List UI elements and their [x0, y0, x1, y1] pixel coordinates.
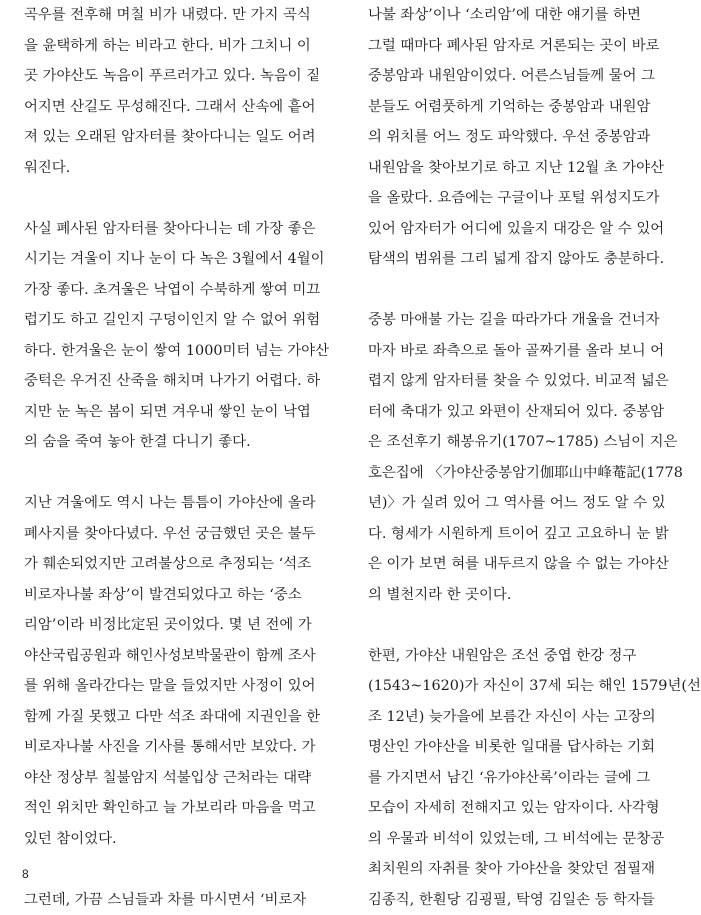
text-line: 은 조선후기 해봉유기(1707~1785) 스님이 지은: [368, 427, 664, 458]
text-line: 어지면 산길도 무성해진다. 그래서 산속에 흩어: [24, 92, 320, 123]
left-text-column: [24, 0, 320, 915]
paragraph-break: [24, 183, 320, 214]
text-line: (1543~1620)가 자신이 37세 되는 해인 1579년(선: [368, 671, 664, 702]
text-line: 명산인 가야산을 비롯한 일대를 답사하는 기회: [368, 732, 664, 763]
text-line: 져 있는 오래된 암자터를 찾아다니는 일도 어려: [24, 122, 320, 153]
text-line: 마자 바로 좌측으로 돌아 골짜기를 올라 보니 어: [368, 336, 664, 367]
text-line: 은 이가 보면 혀를 내두르지 않을 수 없는 가야산: [368, 549, 664, 580]
text-line: 모습이 자세히 전해지고 있는 암자이다. 사각형: [368, 793, 664, 824]
text-line: 리암’이라 비정比定된 곳이었다. 몇 년 전에 가: [24, 610, 320, 641]
paragraph-break: [368, 610, 664, 641]
text-line: 있던 참이었다.: [24, 824, 320, 855]
text-line: 의 위치를 어느 정도 파악했다. 우선 중봉암과: [368, 122, 664, 153]
text-line: 야산국립공원과 해인사성보박물관이 함께 조사: [24, 641, 320, 672]
text-line: 분들도 어렴풋하게 기억하는 중봉암과 내원암: [368, 92, 664, 123]
text-line: 김종직, 한훤당 김굉필, 탁영 김일손 등 학자들: [368, 885, 664, 915]
text-line: 럽기도 하고 길인지 구덩이인지 알 수 없어 위험: [24, 305, 320, 336]
text-line: 중봉암과 내원암이었다. 어른스님들께 물어 그: [368, 61, 664, 92]
paragraph-break: [368, 275, 664, 306]
text-line: 적인 위치만 확인하고 늘 가보리라 마음을 먹고: [24, 793, 320, 824]
text-line: 가 훼손되었지만 고려불상으로 추정되는 ‘석조: [24, 549, 320, 580]
text-line: 조 12년) 늦가을에 보름간 자신이 사는 고장의: [368, 702, 664, 733]
text-line: 비로자나불 사진을 기사를 통해서만 보았다. 가: [24, 732, 320, 763]
text-line: 을 올랐다. 요즘에는 구글이나 포털 위성지도가: [368, 183, 664, 214]
right-text-column: [368, 0, 664, 915]
text-line: 한편, 가야산 내원암은 조선 중엽 한강 정구: [368, 641, 664, 672]
page-number: 8: [22, 867, 29, 881]
text-line: 최치원의 자취를 찾아 가야산을 찾았던 점필재: [368, 854, 664, 885]
text-line: 가장 좋다. 초겨울은 낙엽이 수북하게 쌓여 미끄: [24, 275, 320, 306]
text-line: 내원암을 찾아보기로 하고 지난 12월 초 가야산: [368, 153, 664, 184]
text-line: 을 윤택하게 하는 비라고 한다. 비가 그치니 이: [24, 31, 320, 62]
text-line: 곡우를 전후해 며칠 비가 내렸다. 만 가지 곡식: [24, 0, 320, 31]
text-line: 폐사지를 찾아다녔다. 우선 궁금했던 곳은 불두: [24, 519, 320, 550]
text-line: 호은집에 〈가야산중봉암기伽耶山中峰菴記(1778: [368, 458, 664, 489]
text-line: 다. 형세가 시원하게 트이어 깊고 고요하니 눈 밝: [368, 519, 664, 550]
text-line: 의 별천지라 한 곳이다.: [368, 580, 664, 611]
text-line: 중턱은 우거진 산죽을 해치며 나가기 어렵다. 하: [24, 366, 320, 397]
text-line: 곳 가야산도 녹음이 푸르러가고 있다. 녹음이 짙: [24, 61, 320, 92]
text-line: 야산 정상부 칠불암지 석불입상 근처라는 대략: [24, 763, 320, 794]
text-line: 지만 눈 녹은 봄이 되면 겨우내 쌓인 눈이 낙엽: [24, 397, 320, 428]
text-line: 년)〉가 실려 있어 그 역사를 어느 정도 알 수 있: [368, 488, 664, 519]
text-line: 렵지 않게 암자터를 찾을 수 있었다. 비교적 넓은: [368, 366, 664, 397]
text-line: 시기는 겨울이 지나 눈이 다 녹은 3월에서 4월이: [24, 244, 320, 275]
text-line: 의 우물과 비석이 있었는데, 그 비석에는 문창공: [368, 824, 664, 855]
text-line: 탐색의 범위를 그리 넓게 잡지 않아도 충분하다.: [368, 244, 664, 275]
text-line: 비로자나불 좌상’이 발견되었다고 하는 ‘중소: [24, 580, 320, 611]
text-line: 사실 폐사된 암자터를 찾아다니는 데 가장 좋은: [24, 214, 320, 245]
text-line: 를 위해 올라간다는 말을 들었지만 사정이 있어: [24, 671, 320, 702]
text-line: 있어 암자터가 어디에 있을지 대강은 알 수 있어: [368, 214, 664, 245]
text-line: 를 가지면서 남긴 ‘유가야산록’이라는 글에 그: [368, 763, 664, 794]
paragraph-break: [24, 854, 320, 885]
paragraph-break: [24, 458, 320, 489]
text-line: 함께 가질 못했고 다만 석조 좌대에 지권인을 한: [24, 702, 320, 733]
text-line: 하다. 한겨울은 눈이 쌓여 1000미터 넘는 가야산: [24, 336, 320, 367]
text-line: 그런데, 가끔 스님들과 차를 마시면서 ‘비로자: [24, 885, 320, 915]
text-line: 중봉 마애불 가는 길을 따라가다 개울을 건너자: [368, 305, 664, 336]
text-line: 나불 좌상’이나 ‘소리암’에 대한 얘기를 하면: [368, 0, 664, 31]
text-line: 지난 겨울에도 역시 나는 틈틈이 가야산에 올라: [24, 488, 320, 519]
text-line: 그럴 때마다 폐사된 암자로 거론되는 곳이 바로: [368, 31, 664, 62]
text-line: 터에 축대가 있고 와편이 산재되어 있다. 중봉암: [368, 397, 664, 428]
text-line: 의 숨을 죽여 놓아 한결 다니기 좋다.: [24, 427, 320, 458]
text-line: 워진다.: [24, 153, 320, 184]
